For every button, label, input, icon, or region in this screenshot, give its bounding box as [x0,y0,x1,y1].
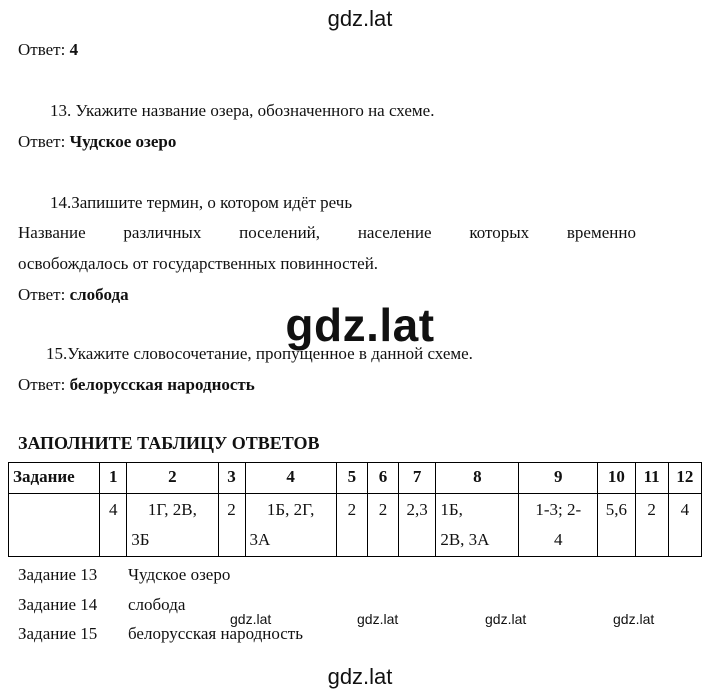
cell-line: 3А [249,530,271,549]
answer-prefix: Ответ: [18,132,66,151]
table-header-cell: 9 [519,463,598,494]
table-cell: 2 [367,494,398,557]
summary-label: Задание 13 [18,565,98,584]
cell-line: 4 [554,530,563,549]
table-cell: 2 [635,494,668,557]
word: население [357,223,432,242]
question-14-text-line2: освобождалось от государственных повинностей. [18,254,379,273]
watermark-top: gdz.lat [327,6,393,31]
answer-value: 4 [69,40,79,59]
table-cell [519,494,598,557]
answer-12 [18,40,78,60]
table-header-cell: 8 [436,463,519,494]
word: Название [18,223,86,242]
word: которых [469,223,530,242]
table-header-cell: 4 [245,463,336,494]
table-cell: 2,3 [399,494,436,557]
table-header-cell: 10 [598,463,635,494]
table-header-cell: Задание [9,463,100,494]
summary-label: Задание 15 [18,624,98,643]
table-header-cell: 12 [668,463,701,494]
answer-15 [18,375,255,395]
cell-line: 1Б, 2Г, [266,500,315,519]
table-header-cell: 6 [367,463,398,494]
watermark-bottom: gdz.lat [327,664,393,689]
summary-row-13 [18,565,231,585]
table-cell: 5,6 [598,494,635,557]
summary-value: Чудское озеро [128,565,231,584]
table-cell: 4 [668,494,701,557]
table-cell [127,494,218,557]
table-header-cell: 7 [399,463,436,494]
answers-table [8,462,702,557]
answer-value: слобода [69,285,129,304]
table-header-cell: 2 [127,463,218,494]
cell-line: 1-3; 2- [535,500,582,519]
table-cell [436,494,519,557]
summary-value: белорусская народность [128,624,303,643]
table-cell: 2 [336,494,367,557]
table-header-cell: 11 [635,463,668,494]
watermark-small: gdz.lat [613,611,655,627]
cell-line: 3Б [131,530,150,549]
watermark-small: gdz.lat [357,611,399,627]
answer-value: Чудское озеро [69,132,177,151]
answer-13 [18,132,176,152]
table-header-cell: 3 [218,463,245,494]
answer-value: белорусская народность [69,375,255,394]
summary-value: слобода [128,595,186,614]
table-cell: 4 [100,494,127,557]
question-14: 14.Запишите термин, о котором идёт речь [50,193,353,212]
answer-prefix: Ответ: [18,40,66,59]
table-header-cell: 5 [336,463,367,494]
table-header-row [9,463,702,494]
cell-line: 1Б, [440,500,463,519]
answer-prefix: Ответ: [18,375,66,394]
summary-row-15 [18,624,303,644]
table-values-row [9,494,702,557]
word: различных [123,223,202,242]
summary-label: Задание 14 [18,595,98,614]
word: поселений, [239,223,321,242]
word: временно [566,223,636,242]
answer-prefix: Ответ: [18,285,66,304]
table-cell [9,494,100,557]
table-title: ЗАПОЛНИТЕ ТАБЛИЦУ ОТВЕТОВ [18,433,320,453]
watermark-small: gdz.lat [485,611,527,627]
cell-line: 2В, 3А [440,530,490,549]
table-cell: 2 [218,494,245,557]
question-13: 13. Укажите название озера, обозначенного на схеме. [50,101,435,120]
summary-row-14 [18,595,186,615]
table-cell [245,494,336,557]
question-14-text-line1 [18,223,636,243]
cell-line: 1Г, 2В, [147,500,197,519]
question-15: 15.Укажите словосочетание, пропущенное в данной схеме. [46,344,473,363]
table-header-cell: 1 [100,463,127,494]
watermark-large: gdz.lat [285,299,435,351]
watermark-small: gdz.lat [230,611,272,627]
